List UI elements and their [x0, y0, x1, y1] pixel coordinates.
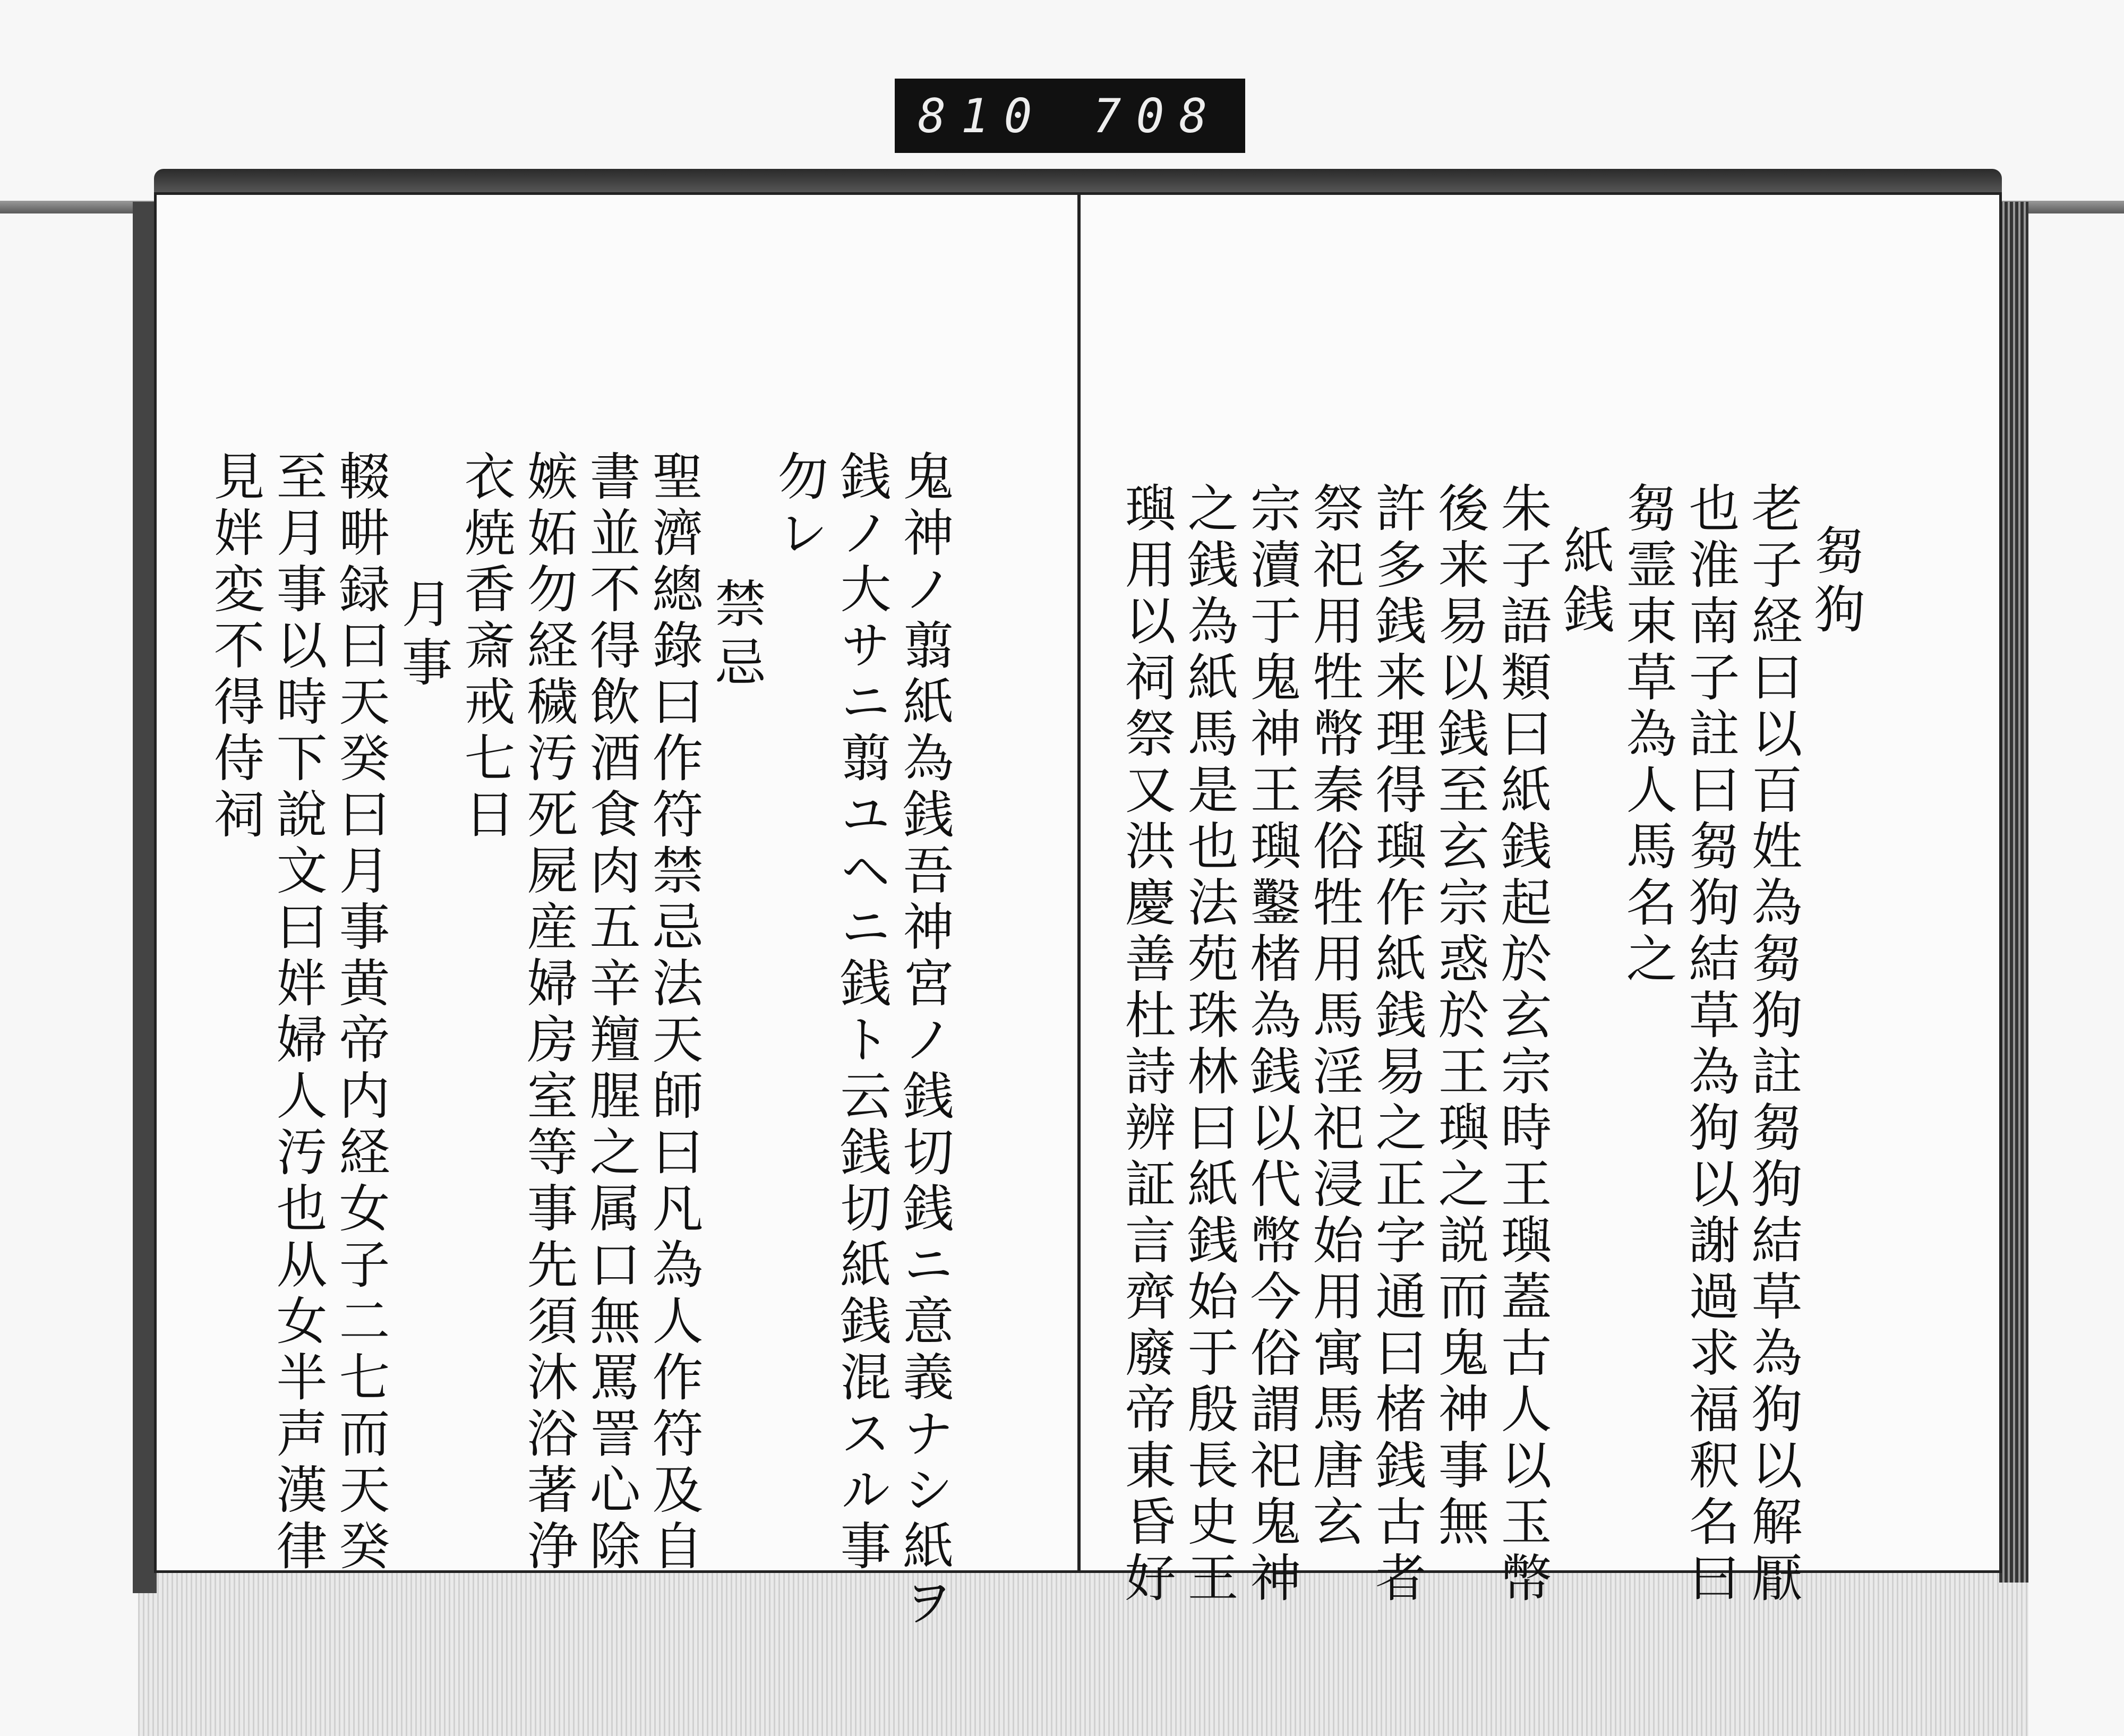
- section-heading: 月事: [393, 577, 453, 694]
- text-column: 璵用以祠祭又洪慶善杜詩辨証言齊廢帝東昏好: [1117, 482, 1176, 1607]
- text-column: 朱子語類曰紙銭起於玄宗時王璵蓋古人以玉幣: [1493, 482, 1552, 1607]
- left-page-edge: [133, 202, 157, 1593]
- text-column: 嫉妬勿経穢汚死屍産婦房室等事先須沐浴著浄: [519, 450, 578, 1576]
- text-column: 勿レ: [769, 450, 829, 562]
- text-column: 聖濟總錄曰作符禁忌法天師曰凡為人作符及自: [644, 450, 704, 1576]
- text-column: 至月事以時下說文曰姅婦人汚也从女半声漢律: [268, 450, 328, 1576]
- label-right-number: 708: [1093, 88, 1222, 143]
- right-page: [1078, 192, 2002, 1607]
- text-column: 芻霊束草為人馬名之: [1618, 482, 1677, 988]
- section-heading: 紙銭: [1555, 524, 1615, 641]
- text-column: 老子経曰以百姓為芻狗註芻狗結草為狗以解厭: [1743, 482, 1803, 1607]
- catalog-label: [895, 79, 1245, 153]
- text-column: 書並不得飲酒食肉五辛羶腥之属口無罵詈心除: [581, 450, 641, 1576]
- text-column: 後来易以銭至玄宗惑於王璵之説而鬼神事無: [1430, 482, 1489, 1551]
- text-column: 輟畊録曰天癸曰月事黄帝内経女子二七而天癸: [331, 450, 390, 1576]
- right-page-edge: [1999, 202, 2028, 1583]
- left-page: [154, 192, 1081, 1632]
- text-column: 銭ノ大サニ翦ユヘニ銭ト云銭切紙銭混スル事: [832, 450, 892, 1576]
- text-column: 祭祀用牲幣秦俗牲用馬淫祀浸始用寓馬唐玄: [1305, 482, 1364, 1551]
- label-left-number: 810: [918, 88, 1047, 143]
- text-column: 衣焼香斎戒七日: [456, 450, 516, 844]
- text-column: 之銭為紙馬是也法苑珠林曰紙銭始于殷長史王: [1179, 482, 1239, 1607]
- text-column: 宗瀆于鬼神王璵鑿楮為銭以代幣今俗謂祀鬼神: [1242, 482, 1301, 1607]
- section-heading: 芻狗: [1806, 524, 1865, 641]
- text-column: 也淮南子註曰芻狗結草為狗以謝過求福釈名曰: [1681, 482, 1740, 1607]
- text-column: 見姅変不得侍祠: [205, 450, 265, 844]
- text-column: 鬼神ノ翦紙為銭吾神宮ノ銭切銭ニ意義ナシ紙ヲ: [895, 450, 954, 1632]
- text-column: 許多銭来理得璵作紙銭易之正字通曰楮銭古者: [1367, 482, 1427, 1607]
- section-heading: 禁忌: [707, 577, 766, 694]
